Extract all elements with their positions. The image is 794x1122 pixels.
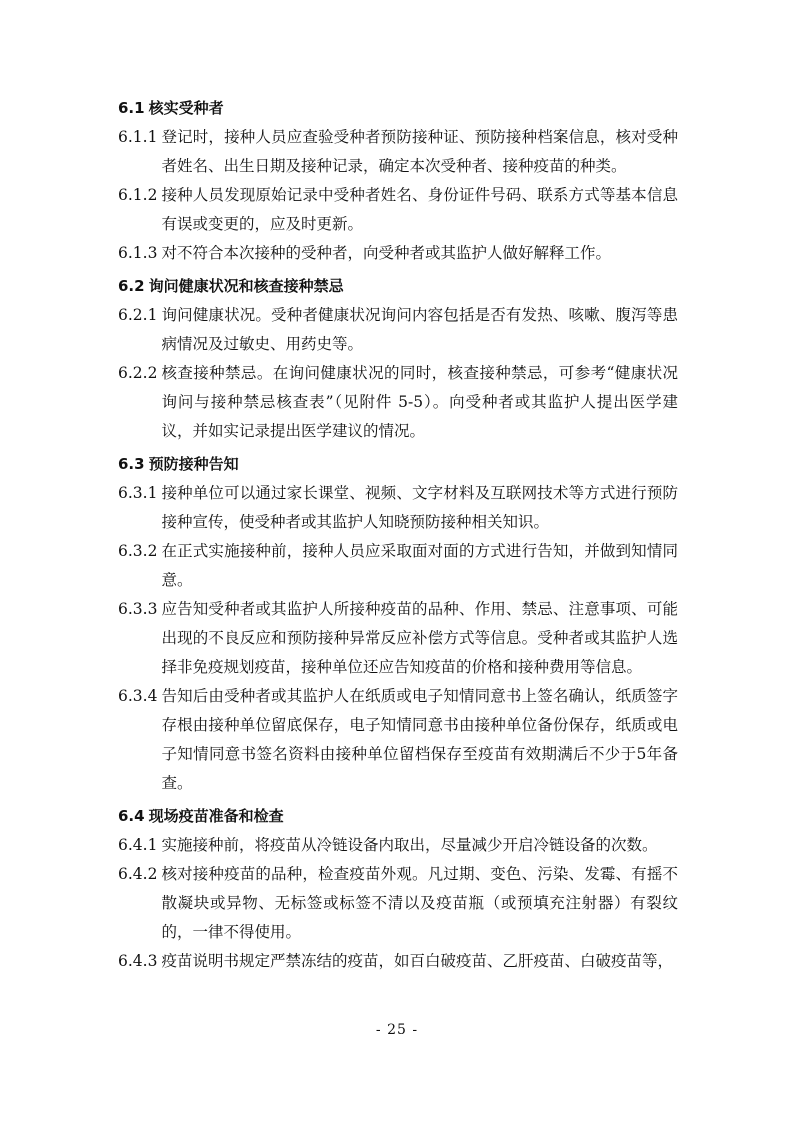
clause-6-1-1: 6.1.1 登记时，接种人员应查验受种者预防接种证、预防接种档案信息，核对受种者姓名、出生日期及接种记录，确定本次受种者、接种疫苗的种类。 [118,128,678,175]
document-body [118,90,678,976]
clause-6-3-4: 6.3.4 告知后由受种者或其监护人在纸质或电子知情同意书上签名确认，纸质签字存根由接种单位留底保存，电子知情同意书由接种单位备份保存，纸质或电子知情同意书签名资料由接种单位留档保存至疫苗有效期满后不少于5年备查。 [118,687,678,792]
clause-6-1-3: 6.1.3 对不符合本次接种的受种者，向受种者或其监护人做好解释工作。 [118,244,611,262]
clause-6-3-1: 6.3.1 接种单位可以通过家长课堂、视频、文字材料及互联网技术等方式进行预防接种宣传，使受种者或其监护人知晓预防接种相关知识。 [118,484,678,531]
clause-6-3-2: 6.3.2 在正式实施接种前，接种人员应采取面对面的方式进行告知，并做到知情同意。 [118,542,678,589]
clause-6-4-3: 6.4.3 疫苗说明书规定严禁冻结的疫苗，如百白破疫苗、乙肝疫苗、白破疫苗等， [118,952,673,970]
clause-6-4-1: 6.4.1 实施接种前，将疫苗从冷链设备内取出，尽量减少开启冷链设备的次数。 [118,836,658,854]
clause-6-3-3: 6.3.3 应告知受种者或其监护人所接种疫苗的品种、作用、禁忌、注意事项、可能出现的不良反应和预防接种异常反应补偿方式等信息。受种者或其监护人选择非免疫规划疫苗，接种单位还应告知疫苗的价格和接种费用等信息。 [118,600,678,676]
clause-6-4-2: 6.4.2 核对接种疫苗的品种，检查疫苗外观。凡过期、变色、污染、发霉、有摇不散凝块或异物、无标签或标签不清以及疫苗瓶（或预填充注射器）有裂纹的，一律不得使用。 [118,865,678,941]
page-number: - 25 - [375,1022,419,1038]
section-heading-6-1: 6.1 核实受种者 [118,99,224,117]
section-heading-6-2: 6.2 询问健康状况和核查接种禁忌 [118,277,344,295]
clause-6-2-2: 6.2.2 核查接种禁忌。在询问健康状况的同时，核查接种禁忌，可参考“健康状况询问与接种禁忌核查表”（见附件 5-5）。向受种者或其监护人提出医学建议，并如实记录提出医学建议的情况。 [118,364,678,440]
clause-6-2-1: 6.2.1 询问健康状况。受种者健康状况询问内容包括是否有发热、咳嗽、腹泻等患病情况及过敏史、用药史等。 [118,306,678,353]
section-heading-6-3: 6.3 预防接种告知 [118,455,239,473]
clause-6-1-2: 6.1.2 接种人员发现原始记录中受种者姓名、身份证件号码、联系方式等基本信息有误或变更的，应及时更新。 [118,186,678,233]
section-heading-6-4: 6.4 现场疫苗准备和检查 [118,807,284,825]
